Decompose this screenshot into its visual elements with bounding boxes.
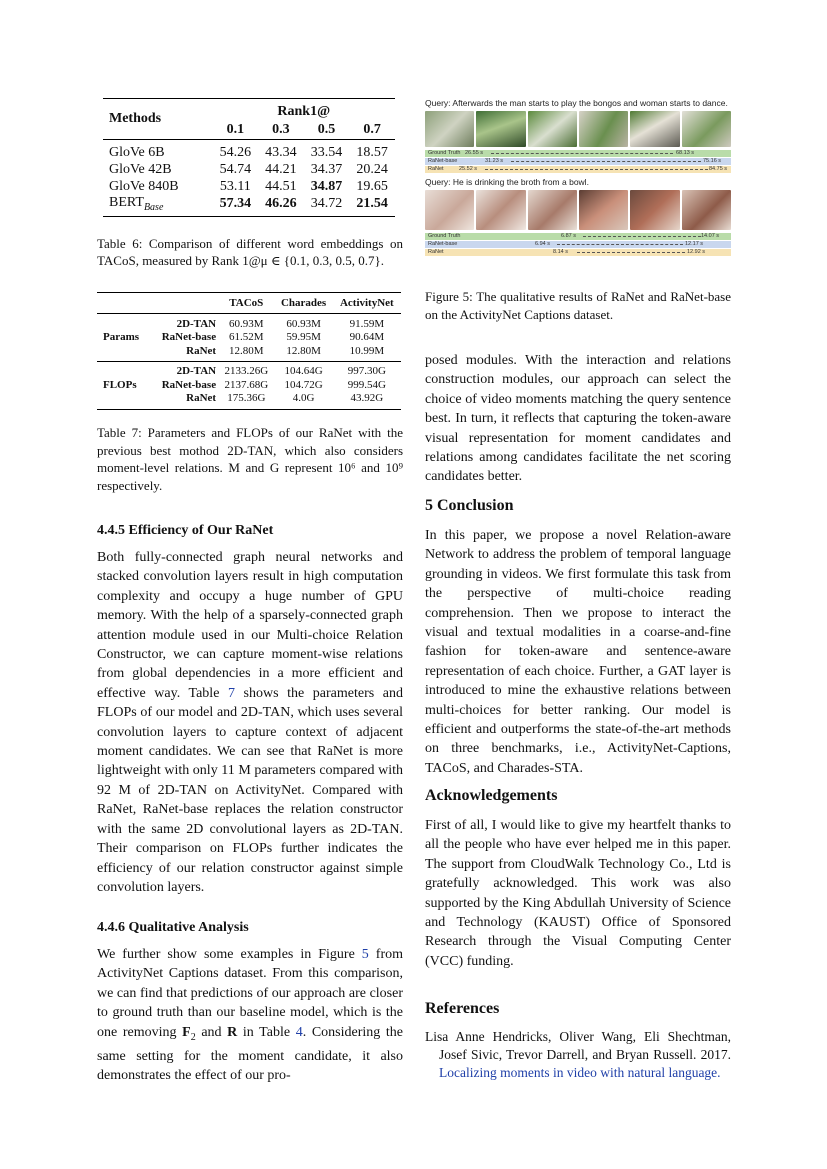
bar-label: RaNet-base <box>428 241 458 247</box>
table7-cell: 12.80M <box>286 344 321 357</box>
table7-cell: 59.95M <box>286 331 321 344</box>
bar-label: RaNet-base <box>428 158 458 164</box>
bar-start: 6.94 s <box>535 241 550 247</box>
video-frame <box>630 111 679 147</box>
video-frame <box>528 111 577 147</box>
bar-segment <box>583 236 701 237</box>
table-row <box>103 195 395 216</box>
section-heading: 5 Conclusion <box>425 497 514 514</box>
table7-cell: 61.52M <box>229 331 264 344</box>
paragraph-text: in Table <box>237 1024 296 1040</box>
table6-cell: 44.21 <box>265 161 297 177</box>
table7-method: RaNet <box>186 392 217 405</box>
paragraph-text: shows the parameters and FLOPs of our model and 2D-TAN, which uses several convolution layers to capture context of adjacent moment candidates. We can see that RaNet is more lightweight with only 11 M parameters compared with 92 M of 2D-TAN on ActivityNet. Compared with RaNet, RaNet-base replaces the relation constructor with the same 2D convolutional layers as 2D-TAN. Their comparison on FLOPs further indicates the efficiency of our relation constructor against simple convolution layers. <box>97 685 404 895</box>
video-frame <box>425 190 474 230</box>
table7-cell: 10.99M <box>349 344 385 357</box>
table6-cell: 21.54 <box>356 195 388 211</box>
bar-end: 12.92 s <box>687 249 706 255</box>
video-frame <box>579 190 628 230</box>
table6-cell: 44.51 <box>265 178 297 194</box>
paragraph-text: from ActivityNet Captions dataset. From this comparison, we can find that predictions of our approach are closer to ground truth than our baseline model, which is the one removing <box>97 947 403 1040</box>
math-r: R <box>227 1024 238 1040</box>
section-references <box>425 1000 731 1082</box>
section-heading: Acknowledgements <box>425 787 558 804</box>
table-7 <box>97 292 403 494</box>
table6-method <box>103 195 213 216</box>
paragraph-text: We further show some examples in Figure <box>97 947 362 962</box>
bar-ranet-base <box>425 158 731 165</box>
table6-cell: 54.26 <box>219 144 252 160</box>
reference-title-link[interactable]: Localizing moments in video with natural language. <box>439 1065 721 1080</box>
table-7-link[interactable]: 7 <box>227 685 235 701</box>
table-6 <box>97 98 403 270</box>
bar-segment <box>491 153 673 154</box>
paragraph-text: Both fully-connected graph neural networks and stacked convolution layers result in high computation complexity and occupy a huge number of GPU memory. With the help of a sparsely-connected graph attention module used in our Multi-choice Relation Constructor, we can capture moment-wise relations from global dependencies in a more efficient and effective way. Table <box>97 550 403 701</box>
section-4-4-6 <box>97 920 403 1086</box>
table7-caption: Table 7: Parameters and FLOPs of our RaNet with the previous best mothod 2D-TAN, which also considers moment-level relations. M and G represent 10⁶ and 10⁹ respectively. <box>97 425 403 493</box>
bar-start: 8.14 s <box>553 249 568 255</box>
table6-threshold: 0.5 <box>317 122 336 137</box>
table-row <box>103 161 395 178</box>
bar-end: 14.07 s <box>701 233 720 239</box>
table7-col-header: TACoS <box>229 297 264 309</box>
section-paragraph <box>97 945 403 1086</box>
video-frames-1 <box>425 111 731 147</box>
table7-cell: 90.64M <box>349 331 385 344</box>
paragraph-text: In this paper, we propose a novel Relation-aware Network to address the problem of temporal language grounding in videos. We first formulate this task from the perspective of multi-choice reading comprehension. Then we propose to interact the visual and textual modalities in a coarse-and-fine fashion for token-aware and sentence-aware representation of each choice. Further, a GAT layer is introduced to mine the exhaustive relations between multi-choices for better ranking. Our model is efficient and outperforms the state-of-the-art methods on three benchmarks, i.e., ActivityNet-Captions, TACoS, and Charades-STA. <box>425 528 731 776</box>
bar-end: 84.75 s <box>709 166 728 172</box>
table6-threshold: 0.1 <box>226 122 245 137</box>
table7-method: RaNet-base <box>161 331 217 344</box>
table6-cell: 34.72 <box>310 195 343 211</box>
bar-segment <box>485 169 708 170</box>
bar-end: 12.17 s <box>685 241 704 247</box>
video-frame <box>476 111 525 147</box>
video-frames-2 <box>425 190 731 230</box>
table6-methods-header: Methods <box>109 111 162 126</box>
table7-cell: 4.0G <box>292 392 315 405</box>
video-frame <box>476 190 525 230</box>
video-frame <box>630 190 679 230</box>
section-heading: 4.4.6 Qualitative Analysis <box>97 920 249 935</box>
table6-cell: 46.26 <box>265 195 297 211</box>
paragraph-text: . Considering the same setting for the moment candidate, it also demonstrates the effect of our pro- <box>97 1024 404 1084</box>
bert-label: BERT <box>109 195 144 210</box>
table-row <box>103 140 395 162</box>
table7-group-flops: FLOPs <box>103 379 137 392</box>
paragraph-text: First of all, I would like to give my heartfelt thanks to all the people who have ever helped me in this paper. The support from CloudWalk Technology Co., Ltd is gratefully acknowledged. This work was also supported by the King Abdullah University of Science and Technology (KAUST) Office of Sponsored Research through the Visual Computing Center (VCC) funding. <box>425 818 731 969</box>
bar-start: 25.52 s <box>459 166 478 172</box>
bar-start: 6.87 s <box>561 233 576 239</box>
bar-segment <box>557 244 683 245</box>
bar-label: RaNet <box>428 249 444 255</box>
section-4-4-5 <box>97 523 403 897</box>
table7-cell: 175.36G <box>227 392 266 405</box>
table7-cell: 43.92G <box>350 392 384 405</box>
section-paragraph <box>97 548 403 897</box>
video-frame <box>425 111 474 147</box>
paragraph-text: and <box>195 1024 228 1040</box>
table6-threshold: 0.7 <box>363 122 381 137</box>
table7-cell: 91.59M <box>349 317 385 330</box>
table7-cell: 2133.26G <box>224 365 269 378</box>
video-frame <box>579 111 628 147</box>
table6-method: GloVe 42B <box>109 161 172 177</box>
table7-col-header: Charades <box>280 297 327 309</box>
table6-cell: 19.65 <box>356 178 388 194</box>
figure5-caption: Figure 5: The qualitative results of RaNet and RaNet-base on the ActivityNet Captions dataset. <box>425 289 731 322</box>
table7-group-params: Params <box>103 331 140 344</box>
reference-authors: Lisa Anne Hendricks, Oliver Wang, Eli Shechtman, Josef Sivic, Trevor Darrell, and Bryan Russell. 2017. <box>425 1029 731 1062</box>
table-row <box>97 314 401 331</box>
bar-segment <box>577 252 685 253</box>
video-frame <box>528 190 577 230</box>
math-f: F <box>182 1024 191 1040</box>
table6-cell: 33.54 <box>310 144 343 160</box>
table7-cell: 104.72G <box>284 378 323 391</box>
table7-method: RaNet <box>186 344 217 357</box>
table-row <box>103 178 395 195</box>
table7-cell: 104.64G <box>284 365 323 378</box>
table7-cell: 999.54G <box>347 378 386 391</box>
section-acknowledgements <box>425 787 731 971</box>
table-4-link[interactable]: 4 <box>295 1024 303 1040</box>
bar-segment <box>511 161 701 162</box>
bar-end: 75.16 s <box>703 158 722 164</box>
table7-method: 2D-TAN <box>176 365 217 378</box>
timeline-bars-1 <box>425 150 731 173</box>
table6-threshold: 0.3 <box>272 122 290 137</box>
bar-ground-truth <box>425 233 731 240</box>
table6-cell: 34.87 <box>310 178 343 194</box>
bar-ranet-base <box>425 241 731 248</box>
figure-5 <box>425 98 731 257</box>
table7-cell: 2137.68G <box>224 378 269 391</box>
bar-label: Ground Truth <box>428 150 461 156</box>
bar-start: 26.55 s <box>465 150 484 156</box>
table7-cell: 60.93M <box>229 317 264 330</box>
query-2: Query: He is drinking the broth from a bowl. <box>425 177 589 187</box>
bar-ground-truth <box>425 150 731 157</box>
section-heading: 4.4.5 Efficiency of Our RaNet <box>97 523 274 538</box>
section-heading: References <box>425 1000 500 1017</box>
table7-col-header: ActivityNet <box>339 297 394 309</box>
bar-ranet <box>425 249 731 256</box>
query-1: Query: Afterwards the man starts to play the bongos and woman starts to dance. <box>425 98 728 108</box>
math-subscript: 2 <box>190 1031 196 1043</box>
bert-subscript: Base <box>143 201 164 213</box>
bar-end: 68.13 s <box>676 150 695 156</box>
table7-method: RaNet-base <box>161 378 217 391</box>
table-row <box>97 361 401 378</box>
figure-5-link[interactable]: 5 <box>361 947 369 962</box>
paragraph-text: posed modules. With the interaction and relations construction modules, our approach can select the choice of video moments matching the query sentence best. In turn, it reflects that capturing the token-aware visual representation for moment candidates and relations among candidates facilitate the net scoring candidates better. <box>425 353 731 485</box>
table6-cell: 54.74 <box>219 161 252 177</box>
table6-cell: 57.34 <box>219 195 252 211</box>
table7-method: 2D-TAN <box>176 317 217 330</box>
table6-caption: Table 6: Comparison of different word embeddings on TACoS, measured by Rank 1@μ ∈ {0.1, 0.3, 0.5, 0.7}. <box>97 235 403 269</box>
figure5-caption-block <box>425 288 731 323</box>
video-frame <box>682 190 731 230</box>
table6-method: GloVe 6B <box>109 144 165 160</box>
table6-rank-header: Rank1@ <box>277 104 331 119</box>
timeline-bars-2 <box>425 233 731 256</box>
table6-cell: 34.37 <box>310 161 343 177</box>
table7-cell: 12.80M <box>229 344 264 357</box>
bar-label: RaNet <box>428 166 444 172</box>
bar-ranet <box>425 166 731 173</box>
table7-cell: 60.93M <box>286 317 321 330</box>
section-conclusion <box>425 497 731 778</box>
table7-cell: 997.30G <box>347 365 386 378</box>
table6-method: GloVe 840B <box>109 178 179 194</box>
right-paragraph <box>425 351 731 487</box>
table6-cell: 18.57 <box>356 144 388 160</box>
bar-label: Ground Truth <box>428 233 461 239</box>
table6-cell: 53.11 <box>219 178 251 194</box>
video-frame <box>682 111 731 147</box>
table6-cell: 20.24 <box>356 161 388 177</box>
table6-cell: 43.34 <box>265 144 297 160</box>
reference-entry <box>425 1028 731 1082</box>
bar-start: 31.23 s <box>485 158 504 164</box>
